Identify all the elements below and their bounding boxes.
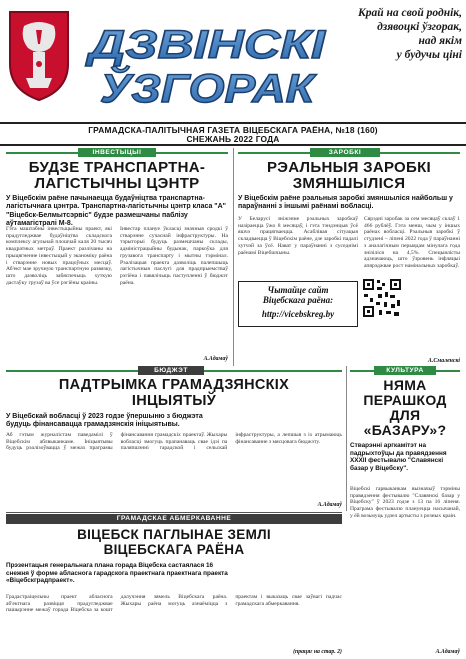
headline-line: ІНЦЫЯТЫЎ [131, 393, 217, 409]
headline-line: ПЕРАШКОД [363, 392, 447, 408]
issue-band [0, 122, 466, 146]
title-line1: ДЗВІНСКІ [85, 23, 327, 67]
column-divider [346, 366, 347, 511]
masthead [0, 0, 466, 122]
headline-line: РЭАЛЬНЫЯ ЗАРОБКІ [266, 159, 432, 176]
headline-line: «БАЗАРУ»? [363, 422, 447, 438]
section-tag-salaries[interactable]: ЗАРОБКІ [310, 148, 380, 157]
headline-line: НЯМА [383, 377, 427, 393]
qr-code-icon[interactable] [362, 278, 402, 318]
headline-line: ВІЦЕБСК ПАГЛЫНАЕ ЗЕМЛІ [77, 527, 271, 542]
section-tag-public-discussion[interactable]: ГРАМАДСКАЕ АБМЕРКАВАННЕ [6, 514, 342, 524]
section-divider [6, 512, 342, 513]
body-salaries-col1-cont [238, 331, 358, 359]
body-salaries-col1: У Беларусі зніжэнне рэальных заробкаў назіраецца ўжо 8 месяцаў, і гэта тэндэнцыя ўсё яшчэ працягваецца. Асаблівая сітуацыя складваецца ў Віцебскім раёне, дзе заробкі падалі хутчэй за ўсё. Нават у параўнанні з суседнімі раёнамі Віцебшчыны. [238, 216, 358, 256]
body-investments-col2: Інвестар плануе ўкласці значныя сродкі ў стварэнне сучаснай інфраструктуры. На тэрыторыі будуць размешчаны склады, адміністрацыйны будынак, паркоўка для грузавога транспарту і мытны тэрмінал. Рэалізацыя праекта дазволіць палепшыць лагістычныя паслугі для прадпрыемстваў рэгіёна і павялічыць паступленні ў бюджэт раёна. [120, 226, 228, 286]
masthead-slogan [330, 6, 462, 62]
promo-title-line: Чытайце сайт [267, 285, 329, 295]
byline-salaries: А.Смаленскі [428, 358, 460, 364]
body-investments-col1: Гэта маштабны інвестыцыйны праект, які прадугледжвае будаўніцтва складскога комплексу агульнай плошчай каля 20 тысяч квадратных метраў. Праект разлічаны на прыцягненне інвестыцый у эканоміку раёна і стварэнне новых працоўных месцаў. Аб'ект мае зручную транспартную развязку, што дазволіць забяспечыць хуткую дастаўку грузаў ва ўсе рэгіёны краіны. [6, 226, 112, 286]
promo-title [243, 285, 353, 305]
lead-salaries: У Віцебскім раёне рэальныя заробкі змяншыліся найбольш у параўнанні з іншымі раёнамі вобласці. [238, 195, 453, 211]
body-culture: Віцебскі гарвыканкам вызначыў тэрміны правядзення фестывалю "Славянскі базар у Віцебску" ў 2023 годзе з 13 па 16 ліпеня. Праграма фестывалю плануецца насычанай, у ёй возьмуць удзел артысты з розных краін. [350, 486, 460, 519]
slogan-line: Край на свой роднік, [357, 7, 462, 19]
issue-date: СНЕЖАНЬ 2022 ГОДА [186, 134, 280, 144]
promo-title-line: Віцебскага раёна: [262, 295, 334, 305]
column-divider [233, 148, 234, 366]
headline-line: ЛАГІСТЫЧНЫ ЦЭНТР [34, 175, 200, 192]
headline-budget[interactable] [6, 377, 342, 409]
continued-note[interactable]: (працяг на стар. 2) [293, 649, 342, 655]
lead-culture: Стварэнні аргкамітэт на падрыхтоўцы да правядзення XXXII фестывалю "Славянскі базар у Віцебску". [350, 442, 447, 472]
body-land: Градастраіцельны праект абласнога аб'ектнага развіцця прадугледжвае пашырэнне межаў горада Віцебска за кошт далучэння зямель Віцебскага раёна. Жыхары раёна могуць азнаёміцца з праектам і выказаць свае заўвагі падчас грамадскага абмеркавання. [6, 594, 342, 614]
section-tag-investments[interactable]: ІНВЕСТЫЦЫІ [78, 148, 156, 157]
slogan-line: у будучы ціні [396, 49, 462, 61]
headline-line: ЗМЯНШЫЛІСЯ [292, 175, 406, 192]
lead-land: Прэзентацыя генеральнага плана горада Віцебска састаялася 16 снежня ў форме абласнога гарадскога праектнага праектнага праекта «Віцебскградпраект». [6, 562, 228, 585]
slogan-line: над якім [418, 35, 462, 47]
headline-investments[interactable] [6, 160, 228, 192]
section-tag-budget[interactable]: БЮДЖЭТ [138, 366, 204, 375]
slogan-line: дзявоцкі ўзгорак, [377, 21, 462, 33]
headline-line: ДЛЯ [389, 407, 421, 423]
body-budget: Аб гэтым журналістам паведамілі ў Віцебскім аблвыканкаме. Ініцыятывы будуць рэалізоўвацца ў межах праграмы фінансавання грамадскіх праектаў. Жыхары вобласці змогуць прапанаваць свае ідэі па паляпшэнні гарадской і сельскай інфраструктуры, а лепшыя з іх атрымаюць фінансаванне з мясцовага бюджэту. [6, 432, 342, 452]
headline-line: БУДЗЕ ТРАНСПАРТНА- [28, 159, 206, 176]
coat-of-arms-icon [4, 8, 74, 104]
byline-investments: А.Адамаў [203, 356, 228, 362]
byline-budget: А.Адамаў [317, 502, 342, 508]
headline-line: ВІЦЕБСКАГА РАЁНА [103, 542, 245, 557]
lead-budget: У Віцебскай вобласці ў 2023 годзе ўпершыню з бюджэта будуць фінансавацца грамадзянскія ініцыятывы. [6, 413, 203, 429]
headline-land[interactable] [6, 527, 342, 557]
body-salaries-col2: Сярэдні заробак за сем месяцаў склаў 1 466 рублёў. Гэта менш, чым у іншых раёнах вобласці. Рэальныя заробкі ў студзені – ліпені 2022 года ў параўнанні з аналагічным перыядам мінулага года знізіліся на 4,5%. Спецыялісты адзначаюць, што ўзровень інфляцыі апярэджвае рост намінальных заробкаў. [364, 216, 460, 269]
byline-culture: А.Адамаў [435, 649, 460, 655]
site-promo-box[interactable] [238, 281, 358, 327]
section-tag-culture[interactable]: КУЛЬТУРА [374, 366, 436, 375]
headline-line: ПАДТРЫМКА ГРАМАДЗЯНСКІХ [58, 377, 290, 393]
band-bottom-rule [0, 144, 466, 146]
promo-url-link[interactable]: http://vicebskreg.by [261, 309, 335, 319]
newspaper-title [84, 20, 330, 108]
headline-culture[interactable] [350, 378, 460, 438]
headline-salaries[interactable] [238, 160, 460, 192]
lead-investments: У Віцебскім раёне пачынаецца будаўніцтва транспартна-лагістычнага цэнтра. Транспартна-лагістычны цэнтр класа "А" "Віцебск-Белмытсэрвіс" будзе размешчаны паблізу аўтамагістралі М-8. [6, 195, 227, 228]
title-line2: ЎЗГОРАК [100, 67, 286, 108]
band-top-rule [0, 122, 466, 124]
issue-info: ГРАМАДСКА-ПАЛІТЫЧНАЯ ГАЗЕТА ВІЦЕБСКАГА РАЁНА, №18 (160) [88, 125, 378, 135]
